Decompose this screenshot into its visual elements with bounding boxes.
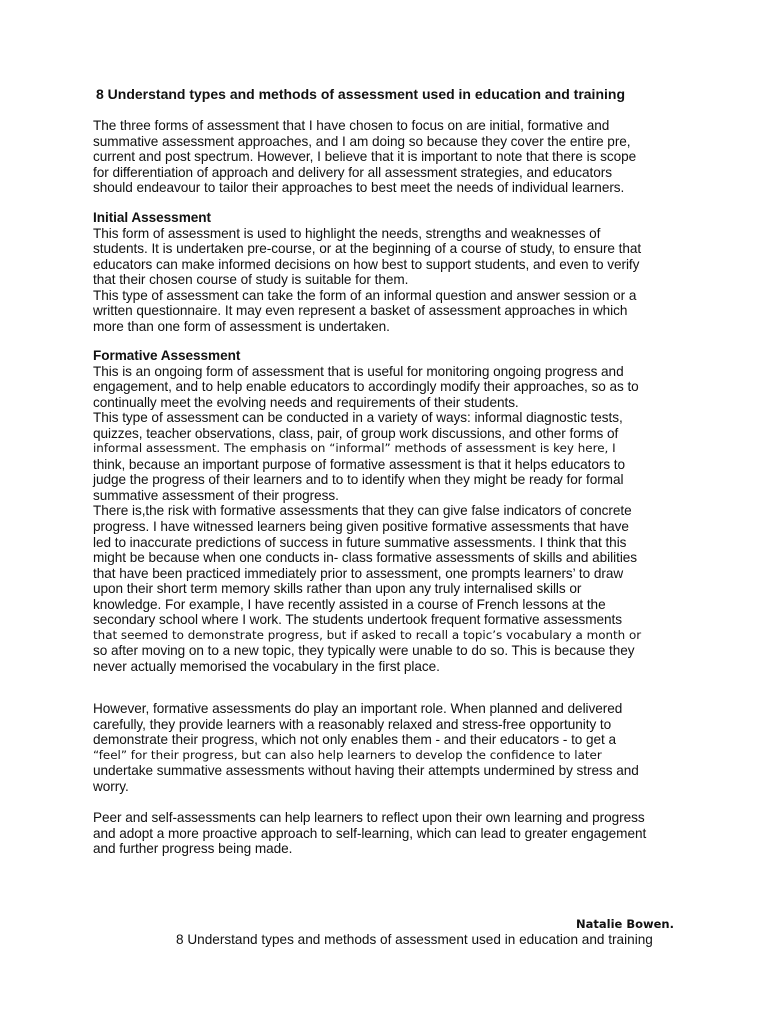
text-line: However, formative assessments do play an important role. When planned and delivered xyxy=(93,701,623,716)
text-line: demonstrate their progress, which not only enables them - and their educators - to get a xyxy=(93,732,617,748)
page-footer: 8 Understand types and methods of assessment used in education and training xyxy=(176,932,653,947)
text-line: Peer and self-assessments can help learners to reflect upon their own learning and progress xyxy=(93,810,645,825)
text-line: never actually memorised the vocabulary in the first place. xyxy=(93,658,440,674)
text-line: informal assessment. The emphasis on “informal” methods of assessment is key here, I xyxy=(93,441,616,456)
text-line: summative assessment of their progress. xyxy=(93,487,339,503)
text-line: upon their short term memory skills rather than upon any truly internalised skills or xyxy=(93,581,582,597)
text-line: that have been practiced immediately prior to assessment, one prompts learners’ to draw xyxy=(93,565,624,581)
section-heading: Initial Assessment xyxy=(93,210,211,225)
text-line: This form of assessment is used to highlight the needs, strengths and weaknesses of xyxy=(93,225,601,241)
text-line: This type of assessment can be conducted in a variety of ways: informal diagnostic tests, xyxy=(93,410,623,426)
text-line: and adopt a more proactive approach to self-learning, which can lead to greater engagement xyxy=(93,825,647,841)
text-line: quizzes, teacher observations, class, pair, of group work discussions, and other forms of xyxy=(93,425,619,441)
text-line: knowledge. For example, I have recently assisted in a course of French lessons at the xyxy=(93,596,606,612)
peer-paragraph xyxy=(93,810,683,857)
text-line: so after moving on to a new topic, they typically were unable to do so. This is because they xyxy=(93,643,635,659)
author-name: Natalie Bowen. xyxy=(576,917,674,931)
text-line: This is an ongoing form of assessment that is useful for monitoring ongoing progress and xyxy=(93,363,624,379)
text-line: undertake summative assessments without having their attempts undermined by stress and xyxy=(93,763,639,779)
intro-paragraph xyxy=(93,118,683,196)
text-line: led to inaccurate predictions of success in future summative assessments. I think that this xyxy=(93,534,627,550)
text-line: secondary school where I work. The students undertook frequent formative assessments xyxy=(93,612,622,628)
text-line: might be because when one conducts in- class formative assessments of skills and abilities xyxy=(93,550,638,566)
text-line: “feel” for their progress, but can also help learners to develop the confidence to later xyxy=(93,747,602,762)
text-line: summative assessment approaches, and I am doing so because they cover the entire pre, xyxy=(93,133,631,149)
text-line: This type of assessment can take the form of an informal question and answer session or a xyxy=(93,287,637,303)
text-line: and further progress being made. xyxy=(93,841,293,857)
formative-assessment-section xyxy=(93,348,683,674)
text-line: educators can make informed decisions on how best to support students, and even to verify xyxy=(93,256,640,272)
text-line: for differentiation of approach and delivery for all assessment strategies, and educators xyxy=(93,164,612,180)
section-heading: Formative Assessment xyxy=(93,348,241,363)
text-line: The three forms of assessment that I have chosen to focus on are initial, formative and xyxy=(93,118,610,133)
text-line: engagement, and to help enable educators to accordingly modify their approaches, so as to xyxy=(93,379,639,395)
text-line: think, because an important purpose of formative assessment is that it helps educators to xyxy=(93,456,626,472)
text-line: There is,the risk with formative assessments that they can give false indicators of concrete xyxy=(93,503,632,519)
text-line: judge the progress of their learners and to to identify when they might be ready for formal xyxy=(93,472,624,488)
text-line: worry. xyxy=(93,778,129,794)
initial-assessment-section xyxy=(93,210,683,334)
text-line: should endeavour to tailor their approaches to best meet the needs of individual learners. xyxy=(93,180,625,196)
document-title: 8 Understand types and methods of assessment used in education and training xyxy=(96,86,625,102)
however-paragraph xyxy=(93,701,683,794)
text-line: students. It is undertaken pre-course, or at the beginning of a course of study, to ensure that xyxy=(93,241,642,257)
text-line: that their chosen course of study is suitable for them. xyxy=(93,272,409,288)
text-line: more than one form of assessment is undertaken. xyxy=(93,318,390,334)
text-line: current and post spectrum. However, I believe that it is important to note that there is scope xyxy=(93,149,637,165)
text-line: that seemed to demonstrate progress, but if asked to recall a topic’s vocabulary a month or xyxy=(93,627,642,642)
text-line: written questionnaire. It may even represent a basket of assessment approaches in which xyxy=(93,303,628,319)
text-line: continually meet the evolving needs and requirements of their students. xyxy=(93,394,519,410)
text-line: carefully, they provide learners with a reasonably relaxed and stress-free opportunity to xyxy=(93,716,612,732)
text-line: progress. I have witnessed learners being given positive formative assessments that have xyxy=(93,519,629,535)
